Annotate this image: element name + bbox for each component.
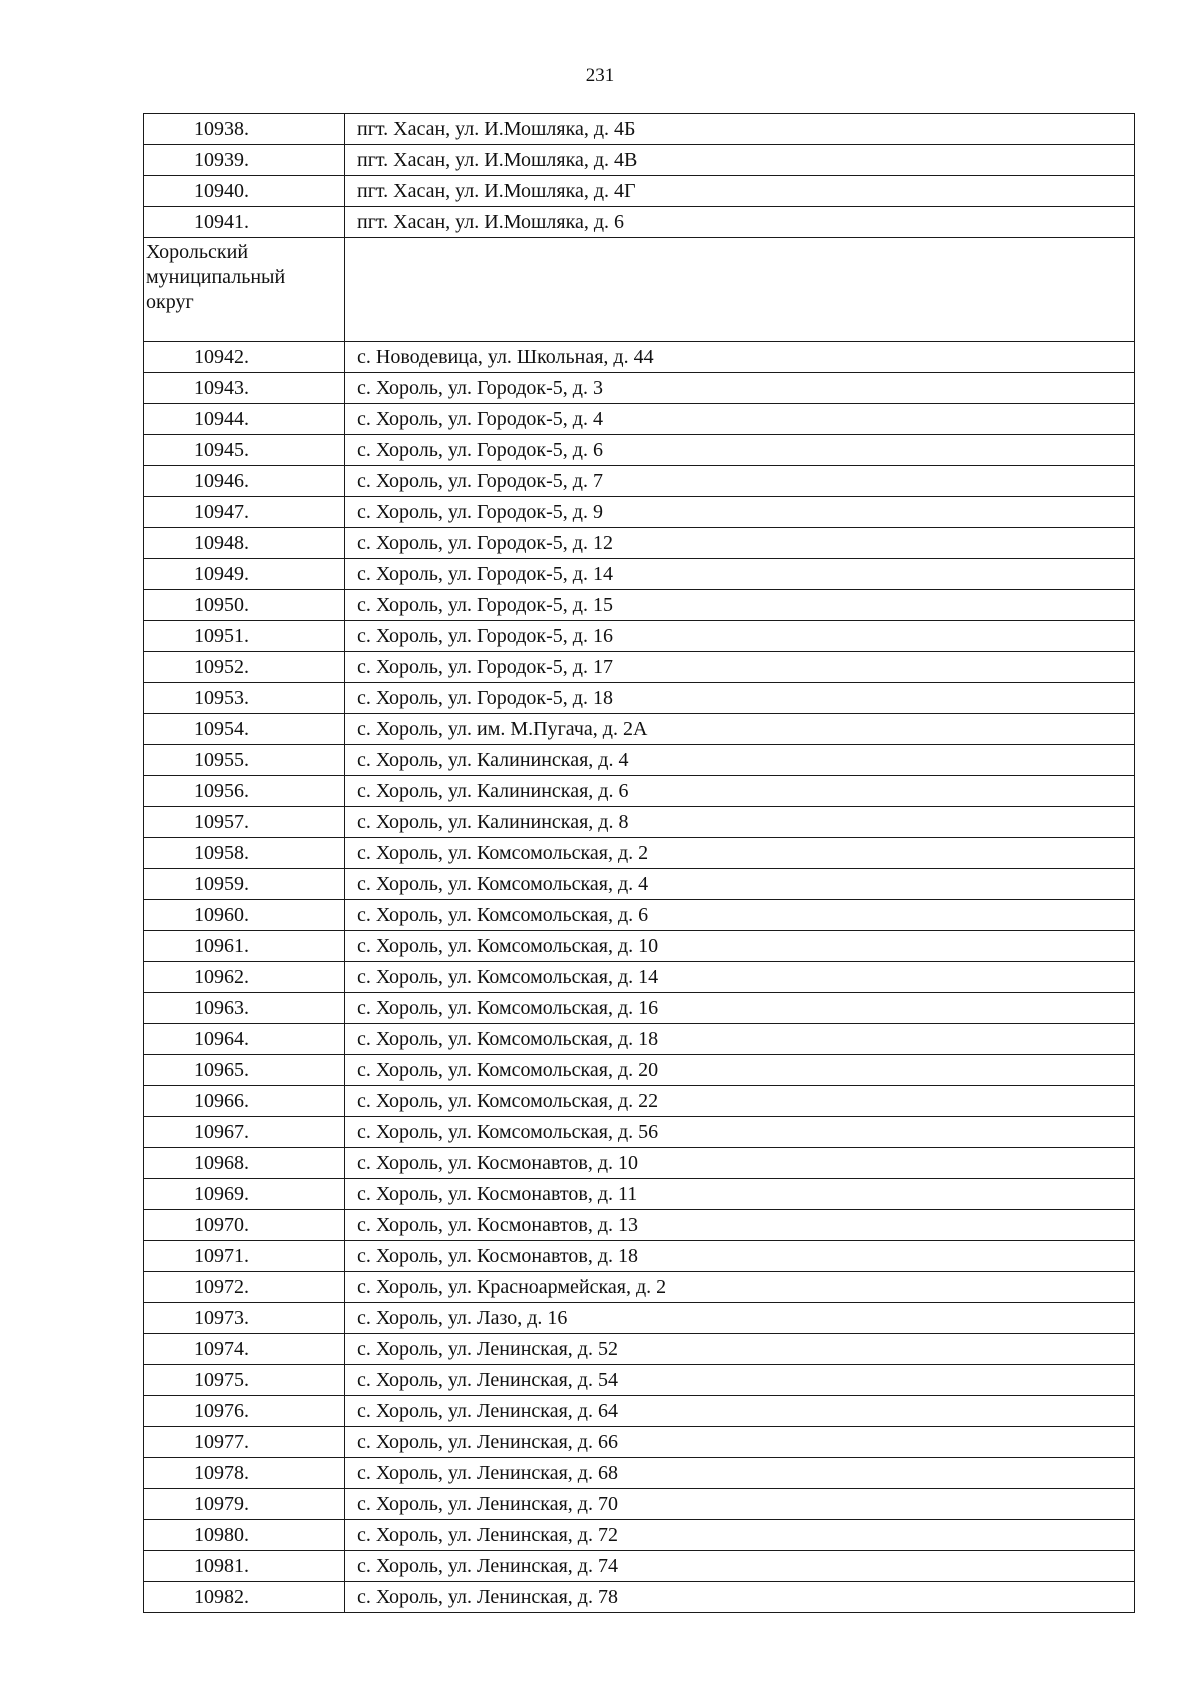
row-address: с. Хороль, ул. Ленинская, д. 52 — [345, 1334, 1135, 1365]
table-row — [144, 342, 1135, 373]
table-row — [144, 652, 1135, 683]
row-address: с. Хороль, ул. Городок-5, д. 15 — [345, 590, 1135, 621]
row-address: пгт. Хасан, ул. И.Мошляка, д. 4Г — [345, 176, 1135, 207]
row-address: с. Хороль, ул. Ленинская, д. 68 — [345, 1458, 1135, 1489]
row-number: 10981. — [144, 1551, 345, 1582]
table-row — [144, 838, 1135, 869]
table-row — [144, 714, 1135, 745]
table-row — [144, 497, 1135, 528]
page-number: 231 — [585, 65, 615, 86]
row-number: 10971. — [144, 1241, 345, 1272]
table-row — [144, 1334, 1135, 1365]
row-number: 10982. — [144, 1582, 345, 1613]
row-address: с. Хороль, ул. Комсомольская, д. 20 — [345, 1055, 1135, 1086]
row-number: 10972. — [144, 1272, 345, 1303]
rows-before-section — [144, 114, 1135, 238]
row-number: 10950. — [144, 590, 345, 621]
row-address: с. Хороль, ул. Ленинская, д. 74 — [345, 1551, 1135, 1582]
section-header-row — [144, 238, 1135, 342]
row-address: с. Хороль, ул. Комсомольская, д. 10 — [345, 931, 1135, 962]
table-row — [144, 1241, 1135, 1272]
table-row — [144, 1024, 1135, 1055]
table-row — [144, 962, 1135, 993]
table-row — [144, 466, 1135, 497]
row-number: 10975. — [144, 1365, 345, 1396]
table-row — [144, 1117, 1135, 1148]
row-address: с. Хороль, ул. Космонавтов, д. 18 — [345, 1241, 1135, 1272]
table-row — [144, 1365, 1135, 1396]
row-number: 10958. — [144, 838, 345, 869]
row-address: с. Хороль, ул. Городок-5, д. 3 — [345, 373, 1135, 404]
table-row — [144, 1303, 1135, 1334]
table-row — [144, 900, 1135, 931]
row-number: 10962. — [144, 962, 345, 993]
table-row — [144, 1055, 1135, 1086]
table-row — [144, 745, 1135, 776]
row-address: с. Хороль, ул. Ленинская, д. 64 — [345, 1396, 1135, 1427]
row-address: с. Хороль, ул. Ленинская, д. 66 — [345, 1427, 1135, 1458]
row-address: с. Хороль, ул. Городок-5, д. 9 — [345, 497, 1135, 528]
row-number: 10943. — [144, 373, 345, 404]
row-number: 10977. — [144, 1427, 345, 1458]
row-number: 10946. — [144, 466, 345, 497]
row-number: 10980. — [144, 1520, 345, 1551]
row-address: с. Новодевица, ул. Школьная, д. 44 — [345, 342, 1135, 373]
table-row — [144, 176, 1135, 207]
section-name-line: округ — [146, 291, 194, 313]
row-number: 10968. — [144, 1148, 345, 1179]
row-address: с. Хороль, ул. Городок-5, д. 6 — [345, 435, 1135, 466]
table-row — [144, 1086, 1135, 1117]
row-address: с. Хороль, ул. Городок-5, д. 18 — [345, 683, 1135, 714]
table-row — [144, 559, 1135, 590]
table-row — [144, 621, 1135, 652]
table-row — [144, 404, 1135, 435]
row-number: 10944. — [144, 404, 345, 435]
row-number: 10941. — [144, 207, 345, 238]
table-row — [144, 1396, 1135, 1427]
row-number: 10940. — [144, 176, 345, 207]
table-row — [144, 1520, 1135, 1551]
row-address: с. Хороль, ул. Ленинская, д. 54 — [345, 1365, 1135, 1396]
row-number: 10949. — [144, 559, 345, 590]
table-row — [144, 1148, 1135, 1179]
row-number: 10976. — [144, 1396, 345, 1427]
row-number: 10955. — [144, 745, 345, 776]
row-address: пгт. Хасан, ул. И.Мошляка, д. 4В — [345, 145, 1135, 176]
row-number: 10938. — [144, 114, 345, 145]
table-row — [144, 776, 1135, 807]
row-number: 10948. — [144, 528, 345, 559]
section-header-group — [144, 238, 1135, 342]
row-address: с. Хороль, ул. Городок-5, д. 12 — [345, 528, 1135, 559]
table-row — [144, 145, 1135, 176]
row-address: с. Хороль, ул. Городок-5, д. 7 — [345, 466, 1135, 497]
table-row — [144, 114, 1135, 145]
row-address: пгт. Хасан, ул. И.Мошляка, д. 6 — [345, 207, 1135, 238]
row-address: с. Хороль, ул. Комсомольская, д. 56 — [345, 1117, 1135, 1148]
table-row — [144, 207, 1135, 238]
row-address: с. Хороль, ул. Городок-5, д. 14 — [345, 559, 1135, 590]
row-address: с. Хороль, ул. Городок-5, д. 17 — [345, 652, 1135, 683]
row-number: 10970. — [144, 1210, 345, 1241]
table-row — [144, 807, 1135, 838]
row-number: 10952. — [144, 652, 345, 683]
rows-after-section — [144, 342, 1135, 1613]
table-row — [144, 528, 1135, 559]
row-number: 10961. — [144, 931, 345, 962]
row-number: 10957. — [144, 807, 345, 838]
table-row — [144, 683, 1135, 714]
row-address: с. Хороль, ул. Ленинская, д. 78 — [345, 1582, 1135, 1613]
table-row — [144, 373, 1135, 404]
section-name-cell — [144, 238, 345, 342]
table-row — [144, 1272, 1135, 1303]
row-address: с. Хороль, ул. Космонавтов, д. 10 — [345, 1148, 1135, 1179]
table-row — [144, 993, 1135, 1024]
table-row — [144, 1489, 1135, 1520]
row-address: с. Хороль, ул. Комсомольская, д. 4 — [345, 869, 1135, 900]
table-row — [144, 1458, 1135, 1489]
row-number: 10966. — [144, 1086, 345, 1117]
section-address-cell — [345, 238, 1135, 342]
row-address: с. Хороль, ул. Комсомольская, д. 14 — [345, 962, 1135, 993]
row-number: 10978. — [144, 1458, 345, 1489]
row-address: с. Хороль, ул. Калининская, д. 8 — [345, 807, 1135, 838]
row-number: 10947. — [144, 497, 345, 528]
table-row — [144, 1210, 1135, 1241]
row-number: 10964. — [144, 1024, 345, 1055]
row-address: с. Хороль, ул. Комсомольская, д. 6 — [345, 900, 1135, 931]
table-row — [144, 590, 1135, 621]
row-number: 10954. — [144, 714, 345, 745]
table-row — [144, 1179, 1135, 1210]
row-address: с. Хороль, ул. им. М.Пугача, д. 2А — [345, 714, 1135, 745]
row-address: с. Хороль, ул. Ленинская, д. 72 — [345, 1520, 1135, 1551]
row-address: с. Хороль, ул. Городок-5, д. 16 — [345, 621, 1135, 652]
table-row — [144, 435, 1135, 466]
row-number: 10953. — [144, 683, 345, 714]
row-number: 10959. — [144, 869, 345, 900]
table-row — [144, 1582, 1135, 1613]
row-address: с. Хороль, ул. Космонавтов, д. 11 — [345, 1179, 1135, 1210]
table-row — [144, 1551, 1135, 1582]
row-number: 10974. — [144, 1334, 345, 1365]
row-address: с. Хороль, ул. Ленинская, д. 70 — [345, 1489, 1135, 1520]
row-address: с. Хороль, ул. Городок-5, д. 4 — [345, 404, 1135, 435]
table-row — [144, 869, 1135, 900]
row-address: с. Хороль, ул. Комсомольская, д. 22 — [345, 1086, 1135, 1117]
section-name-line: муниципальный — [146, 266, 286, 288]
row-address: с. Хороль, ул. Калининская, д. 6 — [345, 776, 1135, 807]
row-number: 10979. — [144, 1489, 345, 1520]
row-number: 10960. — [144, 900, 345, 931]
row-number: 10965. — [144, 1055, 345, 1086]
row-number: 10973. — [144, 1303, 345, 1334]
row-address: с. Хороль, ул. Комсомольская, д. 2 — [345, 838, 1135, 869]
row-number: 10963. — [144, 993, 345, 1024]
row-address: с. Хороль, ул. Калининская, д. 4 — [345, 745, 1135, 776]
row-number: 10942. — [144, 342, 345, 373]
row-number: 10956. — [144, 776, 345, 807]
row-address: с. Хороль, ул. Лазо, д. 16 — [345, 1303, 1135, 1334]
row-number: 10967. — [144, 1117, 345, 1148]
row-address: пгт. Хасан, ул. И.Мошляка, д. 4Б — [345, 114, 1135, 145]
table-row — [144, 931, 1135, 962]
row-address: с. Хороль, ул. Космонавтов, д. 13 — [345, 1210, 1135, 1241]
row-number: 10939. — [144, 145, 345, 176]
address-table — [143, 113, 1135, 1613]
row-number: 10969. — [144, 1179, 345, 1210]
row-address: с. Хороль, ул. Комсомольская, д. 18 — [345, 1024, 1135, 1055]
row-address: с. Хороль, ул. Комсомольская, д. 16 — [345, 993, 1135, 1024]
row-number: 10951. — [144, 621, 345, 652]
row-address: с. Хороль, ул. Красноармейская, д. 2 — [345, 1272, 1135, 1303]
row-number: 10945. — [144, 435, 345, 466]
table-row — [144, 1427, 1135, 1458]
section-name-line: Хорольский — [146, 241, 249, 263]
